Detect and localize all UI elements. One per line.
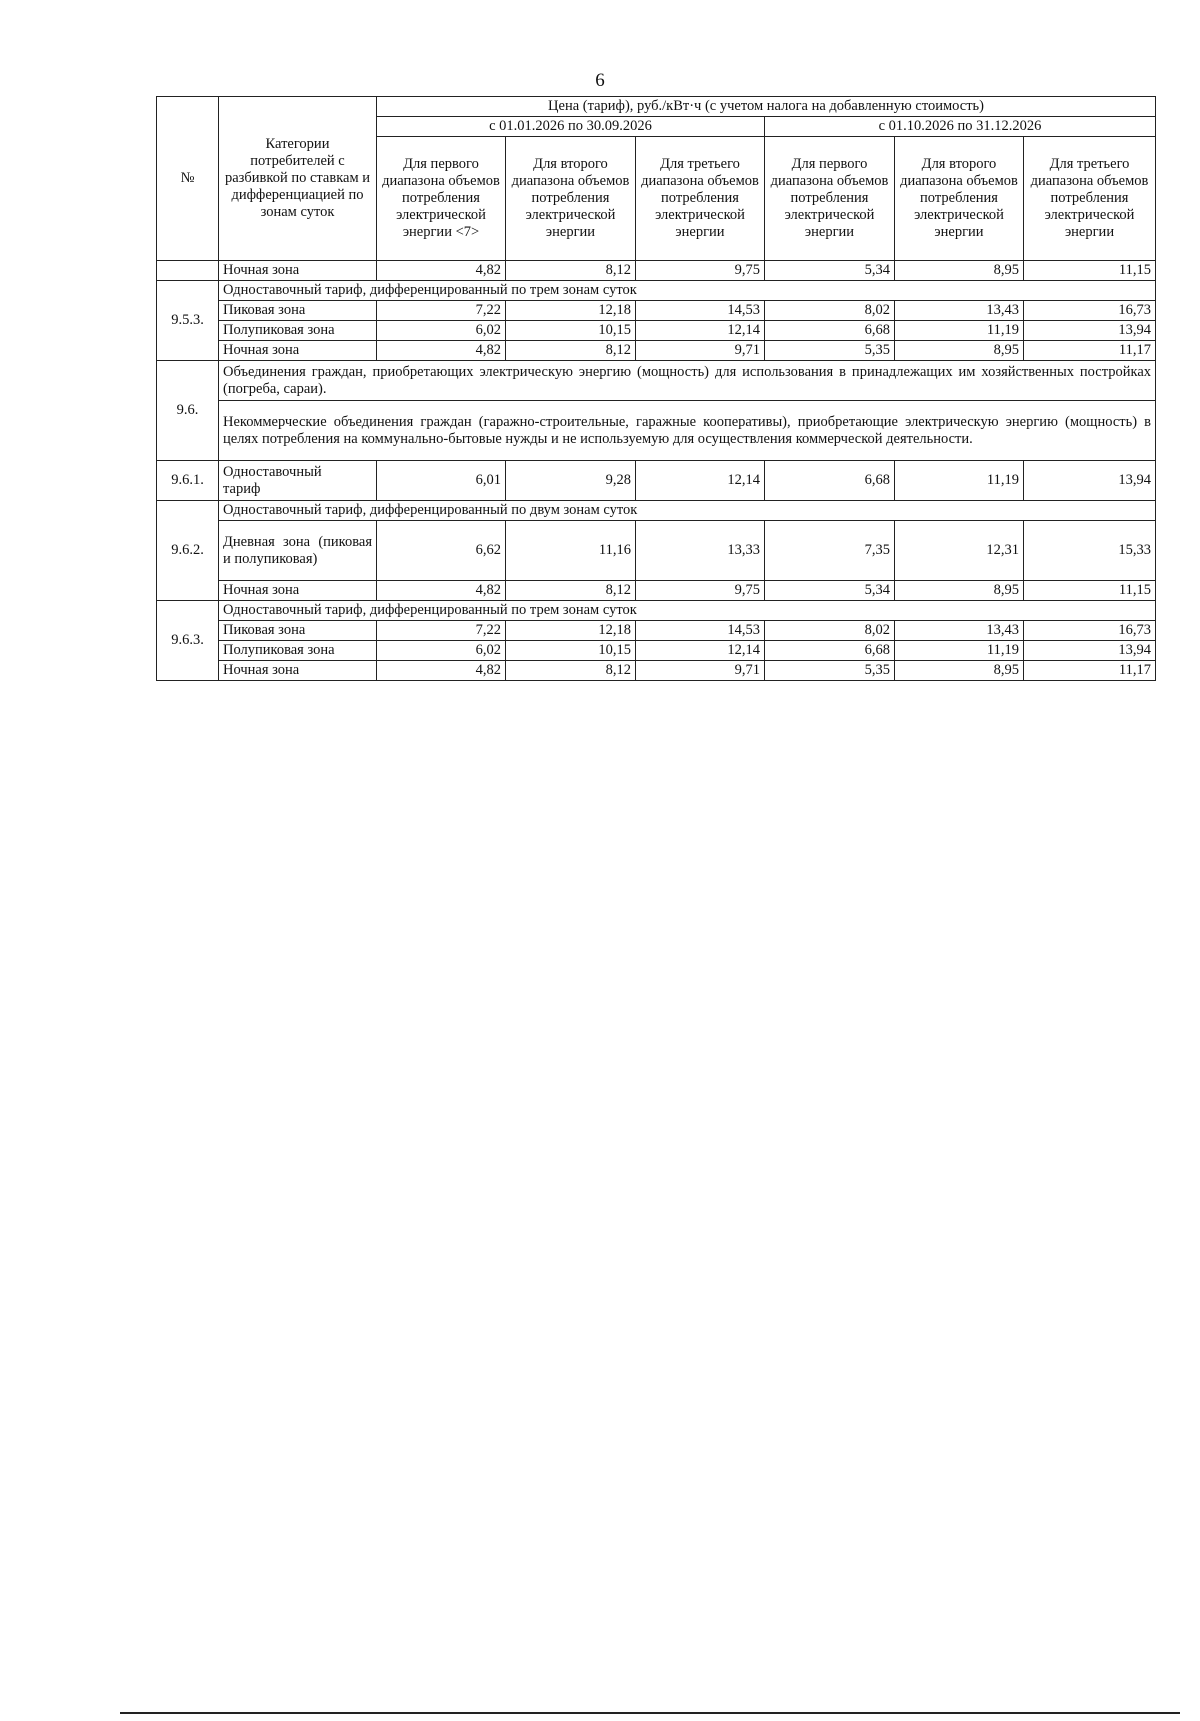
section-text-1: Объединения граждан, приобретающих электрическую энергию (мощность) для использования в принадлежащих им хозяйственных постройках (погреба, сараи). [219,361,1156,401]
header-period-1: с 01.01.2026 по 30.09.2026 [377,117,765,137]
section-caption: Одноставочный тариф, дифференцированный по трем зонам суток [219,601,1156,621]
table-row: Ночная зона 4,82 8,12 9,71 5,35 8,95 11,17 [157,661,1156,681]
row-label: Полупиковая зона [219,641,377,661]
table-row: Ночная зона 4,82 8,12 9,71 5,35 8,95 11,17 [157,341,1156,361]
header-period-2: с 01.10.2026 по 31.12.2026 [765,117,1156,137]
section-text-row [157,361,1156,401]
table-row: Ночная зона 4,82 8,12 9,75 5,34 8,95 11,15 [157,581,1156,601]
header-number: № [157,97,219,261]
section-text-row [157,401,1156,461]
row-number: 9.5.3. [157,281,219,361]
section-caption-row [157,501,1156,521]
header-row-price [157,97,1156,117]
table-row: Пиковая зона 7,22 12,18 14,53 8,02 13,43 16,73 [157,621,1156,641]
header-range-3-p2: Для третьего диапазона объемов потребления электрической энергии [1024,137,1156,261]
header-category: Категории потребителей с разбивкой по ставкам и дифференциацией по зонам суток [219,97,377,261]
header-range-1-p2: Для первого диапазона объемов потребления электрической энергии [765,137,895,261]
header-range-2-p2: Для второго диапазона объемов потребления электрической энергии [895,137,1024,261]
row-label: Полупиковая зона [219,321,377,341]
table-row: Пиковая зона 7,22 12,18 14,53 8,02 13,43 16,73 [157,301,1156,321]
row-number: 9.6.1. [157,461,219,501]
row-label: Ночная зона [219,261,377,281]
header-price-caption: Цена (тариф), руб./кВт·ч (с учетом налога на добавленную стоимость) [377,97,1156,117]
header-range-1-p1: Для первого диапазона объемов потребления электрической энергии <7> [377,137,506,261]
table-row: Дневная зона (пиковая и полупиковая) 6,62 11,16 13,33 7,35 12,31 15,33 [157,521,1156,581]
table-row: 9.6.1. Одноставочный тариф 6,01 9,28 12,14 6,68 11,19 13,94 [157,461,1156,501]
row-label: Пиковая зона [219,621,377,641]
row-label: Дневная зона (пиковая и полупиковая) [219,521,377,581]
row-label: Ночная зона [219,581,377,601]
section-caption: Одноставочный тариф, дифференцированный по двум зонам суток [219,501,1156,521]
row-label: Пиковая зона [219,301,377,321]
tariff-table [156,96,1156,681]
row-number: 9.6.3. [157,601,219,681]
row-number: 9.6. [157,361,219,461]
section-caption: Одноставочный тариф, дифференцированный по трем зонам суток [219,281,1156,301]
section-caption-row [157,601,1156,621]
header-range-3-p1: Для третьего диапазона объемов потребления электрической энергии [636,137,765,261]
section-caption-row [157,281,1156,301]
table-row: Полупиковая зона 6,02 10,15 12,14 6,68 11,19 13,94 [157,321,1156,341]
page-number: 6 [595,70,605,91]
page-bottom-rule [120,1712,1180,1714]
table-row: Полупиковая зона 6,02 10,15 12,14 6,68 11,19 13,94 [157,641,1156,661]
header-range-2-p1: Для второго диапазона объемов потребления электрической энергии [506,137,636,261]
row-label: Ночная зона [219,341,377,361]
table-row: Ночная зона 4,82 8,12 9,75 5,34 8,95 11,15 [157,261,1156,281]
section-text-2: Некоммерческие объединения граждан (гаражно-строительные, гаражные кооперативы), приобретающие электрическую энергию (мощность) в целях потребления на коммунально-бытовые нужды и не используемую для осуществления коммерческой деятельности. [219,401,1156,461]
row-label: Ночная зона [219,661,377,681]
row-number: 9.6.2. [157,501,219,601]
row-label: Одноставочный тариф [219,461,377,501]
